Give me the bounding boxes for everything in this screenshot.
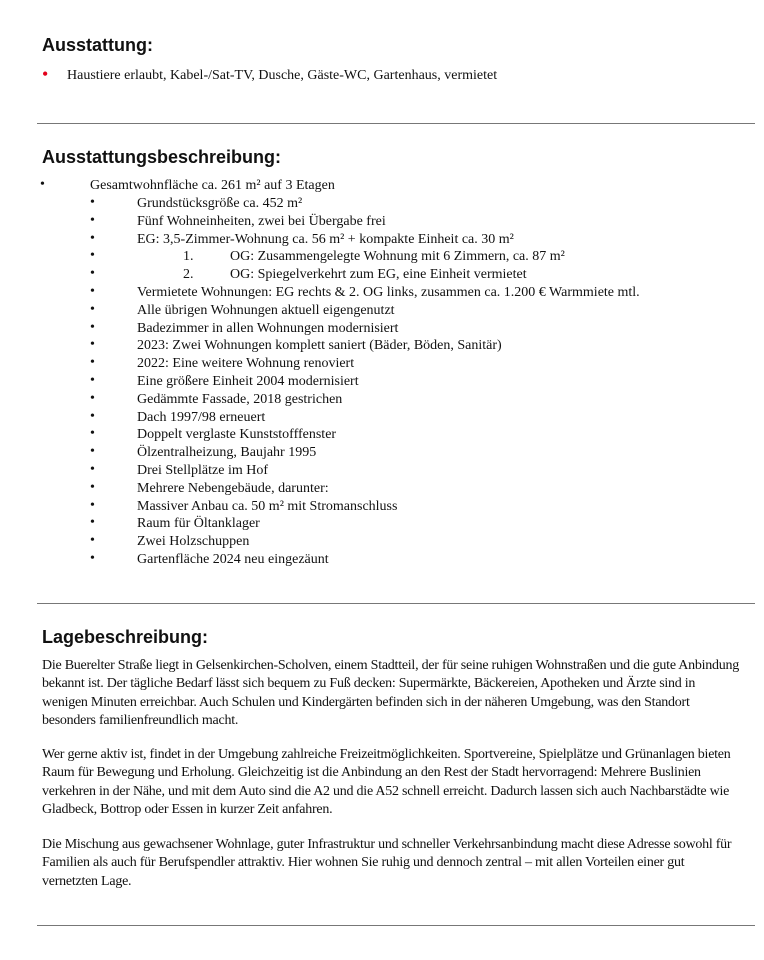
list-item: Doppelt verglaste Kunststofffenster (137, 427, 337, 443)
list-number: 2. (183, 267, 194, 283)
bullet-icon: • (90, 230, 95, 246)
bullet-icon: • (90, 533, 95, 549)
bullet-icon: • (90, 551, 95, 566)
list-item: 2022: Eine weitere Wohnung renoviert (137, 356, 355, 372)
bullet-icon: • (90, 479, 95, 495)
paragraph: Die Mischung aus gewachsener Wohnlage, guter Infrastruktur und schneller Verkehrsanbindung macht diese Adresse sowohl für Familien als auch für Berufspendler attraktiv. Hier wohnen Sie ruhig und dennoch zentral – mit allen Vorteilen einer gut vernetzten Lage. (42, 837, 732, 889)
bullet-icon: • (90, 212, 95, 228)
bullet-icon: • (42, 64, 49, 84)
list-item: Vermietete Wohnungen: EG rechts & 2. OG links, zusammen ca. 1.200 € Warmmiete mtl. (137, 285, 640, 300)
section-title-ausstattungsbeschreibung: Ausstattungsbeschreibung: (42, 147, 282, 167)
list-item: 2023: Zwei Wohnungen komplett saniert (Bäder, Böden, Sanitär) (137, 338, 502, 354)
divider (37, 123, 755, 124)
list-item: Massiver Anbau ca. 50 m² mit Stromanschluss (137, 498, 398, 514)
bullet-icon: • (90, 390, 95, 406)
list-item: Drei Stellplätze im Hof (137, 463, 269, 478)
section-title-ausstattung: Ausstattung: (42, 35, 153, 55)
bullet-icon: • (90, 497, 95, 513)
bullet-icon: • (90, 373, 95, 388)
list-item: Raum für Öltanklager (137, 516, 260, 532)
list-item: Fünf Wohneinheiten, zwei bei Übergabe frei (137, 213, 386, 229)
bullet-icon: • (90, 301, 95, 317)
bullet-icon: • (90, 248, 95, 264)
list-item: Gesamtwohnfläche ca. 261 m² auf 3 Etagen (90, 178, 335, 193)
bullet-icon: • (90, 444, 95, 460)
bullet-icon: • (90, 319, 95, 335)
divider (37, 925, 755, 926)
list-item: Ölzentralheizung, Baujahr 1995 (137, 445, 317, 461)
list-item: Gartenfläche 2024 neu eingezäunt (137, 552, 329, 567)
bullet-icon: • (90, 515, 95, 531)
list-item: Grundstücksgröße ca. 452 m² (137, 196, 303, 211)
bullet-icon: • (90, 337, 95, 353)
list-item: Gedämmte Fassade, 2018 gestrichen (137, 391, 343, 407)
bullet-icon: • (90, 426, 95, 442)
section-title-lagebeschreibung: Lagebeschreibung: (42, 627, 209, 647)
bullet-icon: • (90, 266, 95, 282)
list-item: Haustiere erlaubt, Kabel-/Sat-TV, Dusche, Gäste-WC, Gartenhaus, vermietet (67, 68, 498, 83)
list-item: Zwei Holzschuppen (137, 534, 250, 550)
bullet-icon: • (90, 195, 95, 210)
list-item: OG: Zusammengelegte Wohnung mit 6 Zimmern, ca. 87 m² (230, 249, 565, 265)
list-item: Dach 1997/98 erneuert (137, 409, 266, 425)
bullet-icon: • (90, 284, 95, 299)
divider (37, 603, 755, 604)
list-item: OG: Spiegelverkehrt zum EG, eine Einheit vermietet (230, 267, 527, 283)
bullet-icon: • (90, 408, 95, 424)
bullet-icon: • (90, 462, 95, 477)
list-item: Alle übrigen Wohnungen aktuell eigengenutzt (137, 302, 395, 318)
list-number: 1. (183, 249, 194, 265)
list-item: Badezimmer in allen Wohnungen modernisiert (137, 320, 399, 336)
list-item: EG: 3,5-Zimmer-Wohnung ca. 56 m² + kompakte Einheit ca. 30 m² (137, 231, 514, 247)
paragraph: Wer gerne aktiv ist, findet in der Umgebung zahlreiche Freizeitmöglichkeiten. Sportvereine, Spielplätze und Grünanlagen bieten Raum für Bewegung und Erholung. Gleichzeitig ist die Anbindung an den Rest der Stadt hervorragend: Mehrere Buslinien verkehren in der Nähe, und mit dem Auto sind die A2 und die A52 schnell erreicht. Dadurch lassen sich auch Nachbarstädte wie Gladbeck, Bottrop oder Essen in kurzer Zeit anfahren. (42, 747, 731, 817)
bullet-icon: • (90, 355, 95, 371)
list-item: Eine größere Einheit 2004 modernisiert (137, 374, 359, 389)
bullet-icon: • (40, 177, 45, 192)
paragraph: Die Buerelter Straße liegt in Gelsenkirchen-Scholven, einem Stadtteil, der für seine ruhigen Wohnstraßen und die gute Anbindung bekannt ist. Der tägliche Bedarf lässt sich bequem zu Fuß decken: Supermärkte, Bäckereien, Apotheken und Ärzte sind in wenigen Minuten erreichbar. Auch Schulen und Kindergärten befinden sich in der näheren Umgebung, was den Standort besonders familienfreundlich macht. (42, 658, 740, 728)
list-item: Mehrere Nebengebäude, darunter: (137, 480, 329, 496)
